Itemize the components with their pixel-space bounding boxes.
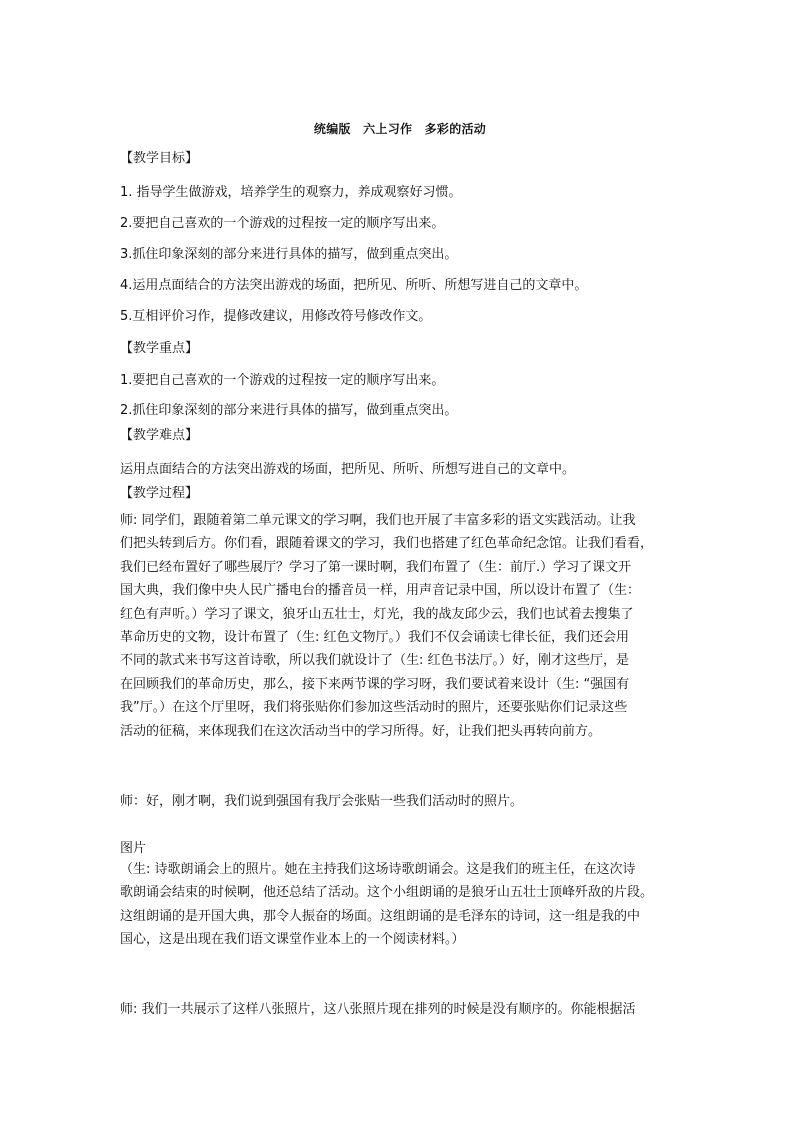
document-title: 统编版 六上习作 多彩的活动	[313, 122, 487, 136]
paragraph-line: 活动的征稿，来体现我们在这次活动当中的学习所得。好，让我们把头再转向前方。	[120, 723, 602, 739]
section-heading-process: 【教学过程】	[120, 486, 199, 501]
key-item: 1.要把自己喜欢的一个游戏的过程按一定的顺序写出来。	[120, 373, 445, 388]
process-paragraph	[120, 509, 680, 743]
paragraph-line: 革命历史的文物，设计布置了（生: 红色文物厅。）我们不仅会诵读七律长征，我们还会用	[120, 630, 630, 646]
paragraph-line: 在回顾我们的革命历史，那么，接下来两节课的学习呀，我们要试着来设计（生: “强国有	[120, 676, 630, 692]
goal-item: 1. 指导学生做游戏，培养学生的观察力，养成观察好习惯。	[120, 185, 462, 200]
paragraph-line: 红色有声听。）学习了课文，狼牙山五壮士，灯光，我的战友邱少云，我们也试着去搜集了	[120, 606, 634, 622]
section-heading-goals: 【教学目标】	[120, 151, 199, 166]
teacher-line: 师: 我们一共展示了这样八张照片，这八张照片现在排列的时候是没有顺序的。你能根据活	[120, 1002, 636, 1017]
picture-label: 图片	[120, 841, 147, 856]
paragraph-line: 我”厅。）在这个厅里呀，我们将张贴你们参加这些活动时的照片，还要张贴你们记录这些	[120, 700, 628, 716]
section-heading-difficulty: 【教学难点】	[120, 428, 199, 443]
photo-paragraph	[120, 858, 680, 952]
paragraph-line: 歌朗诵会结束的时候啊，他还总结了活动。这个小组朗诵的是狼牙山五壮士顶峰歼敌的片段。	[120, 885, 654, 901]
paragraph-line: 师: 同学们，跟随着第二单元课文的学习啊，我们也开展了丰富多彩的语文实践活动。让我	[120, 513, 636, 528]
paragraph-line: 这组朗诵的是开国大典，那令人振奋的场面。这组朗诵的是毛泽东的诗词，这一组是我的中	[120, 908, 641, 924]
paragraph-line: （生: 诗歌朗诵会上的照片。她在主持我们这场诗歌朗诵会。这是我们的班主任，在这次诗	[120, 862, 636, 877]
teacher-line: 师：好，刚才啊，我们说到强国有我厅会张贴一些我们活动时的照片。	[120, 794, 524, 809]
paragraph-line: 国大典，我们像中央人民广播电台的播音员一样，用声音记录中国，所以设计布置了（生：	[120, 583, 641, 599]
paragraph-line: 不同的款式来书写这首诗歌，所以我们就设计了（生: 红色书法厅。）好，刚才这些厅，是	[120, 653, 630, 669]
section-heading-key: 【教学重点】	[120, 341, 199, 356]
key-item: 2.抓住印象深刻的部分来进行具体的描写，做到重点突出。	[120, 403, 458, 418]
goal-item: 3.抓住印象深刻的部分来进行具体的描写，做到重点突出。	[120, 247, 458, 262]
difficulty-text: 运用点面结合的方法突出游戏的场面，把所见、所听、所想写进自己的文章中。	[120, 462, 576, 477]
paragraph-line: 我们已经布置好了哪些展厅？学习了第一课时啊，我们布置了（生：前厅.）学习了课文开	[120, 559, 632, 575]
goal-item: 5.互相评价习作，提修改建议，用修改符号修改作文。	[120, 309, 432, 324]
goal-item: 4.运用点面结合的方法突出游戏的场面，把所见、所听、所想写进自己的文章中。	[120, 278, 588, 293]
paragraph-line: 国心，这是出现在我们语文课堂作业本上的一个阅读材料。）	[120, 932, 465, 948]
goal-item: 2.要把自己喜欢的一个游戏的过程按一定的顺序写出来。	[120, 216, 445, 231]
paragraph-line: 们把头转到后方。你们看，跟随着课文的学习，我们也搭建了红色革命纪念馆。让我们看看，	[120, 536, 654, 552]
